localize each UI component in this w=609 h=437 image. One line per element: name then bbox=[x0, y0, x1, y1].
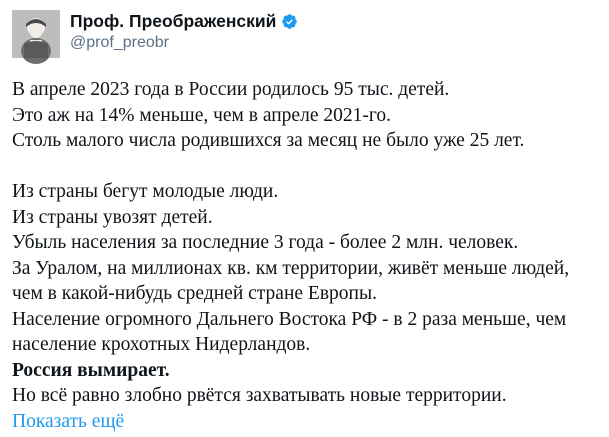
tweet-line: Это аж на 14% меньше, чем в апреле 2021-го. bbox=[12, 104, 391, 126]
tweet-text bbox=[12, 77, 597, 432]
tweet-header bbox=[12, 10, 597, 66]
tweet-line: Население огромного Дальнего Востока РФ - в 2 раза меньше, чем bbox=[12, 308, 567, 330]
tweet-line: население крохотных Нидерландов. bbox=[12, 334, 311, 355]
tweet-line: Но всё равно злобно рвётся захватывать новые территории. bbox=[12, 385, 507, 406]
display-name-row bbox=[70, 12, 298, 31]
tweet-line: чем в какой-нибудь средней стране Европы. bbox=[12, 283, 377, 304]
avatar-image bbox=[12, 10, 60, 58]
handle[interactable]: @prof_preobr bbox=[70, 34, 169, 52]
tweet-line: Из страны увозят детей. bbox=[12, 206, 213, 228]
tweet-line: Из страны бегут молодые люди. bbox=[12, 181, 279, 202]
verified-badge-icon bbox=[281, 13, 298, 30]
tweet-line: В апреле 2023 года в России родилось 95 тыс. детей. bbox=[12, 79, 450, 100]
show-more-link[interactable]: Показать ещё bbox=[12, 410, 125, 432]
avatar[interactable] bbox=[12, 10, 60, 58]
tweet-line: За Уралом, на миллионах кв. км территории, живёт меньше людей, bbox=[12, 257, 570, 279]
tweet-line: Убыль населения за последние 3 года - более 2 млн. человек. bbox=[12, 232, 519, 253]
tweet-line-bold: Россия вымирает. bbox=[12, 359, 170, 381]
tweet-line: Столь малого числа родившихся за месяц не было уже 25 лет. bbox=[12, 130, 525, 151]
name-block bbox=[70, 10, 298, 52]
display-name[interactable]: Проф. Преображенский bbox=[70, 11, 277, 31]
tweet-line-blank bbox=[12, 154, 597, 180]
